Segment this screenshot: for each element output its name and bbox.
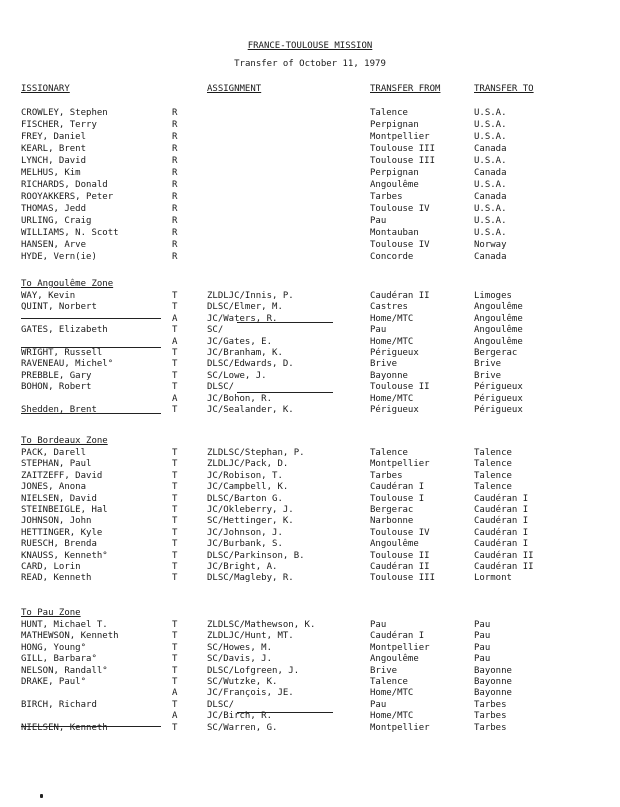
transfer-to-cell: Tarbes <box>474 711 507 722</box>
assignment-cell: JC/Bohon, R. <box>207 393 273 404</box>
transfer-from-cell: Pau <box>370 620 387 630</box>
transfer-from-cell: Toulouse IV <box>370 204 430 214</box>
transfer-code: T <box>172 302 178 313</box>
transfer-code: T <box>172 665 178 676</box>
missionary-name: QUINT, Norbert <box>21 302 97 313</box>
transfer-from-cell: Caudéran II <box>370 562 430 572</box>
assignment-cell: DLSC/ <box>207 382 235 393</box>
transfer-from-cell: Tarbes <box>370 192 403 202</box>
transfer-to-cell: Talence <box>474 482 512 493</box>
transfer-to-cell: Caudéran I <box>474 527 529 538</box>
transfer-row <box>0 394 620 406</box>
assignment-cell: DLSC/Parkinson, B. <box>207 550 305 561</box>
transfer-code: R <box>172 156 178 166</box>
transfer-from-cell: Brive <box>370 359 398 370</box>
missionary-name: WRIGHT, Russell <box>21 348 103 358</box>
transfer-code: T <box>172 359 178 370</box>
transfer-code: T <box>172 482 178 493</box>
transfer-code: T <box>172 573 178 584</box>
transfer-code: T <box>172 654 178 665</box>
assignment-cell: SC/Warren, G. <box>207 722 278 733</box>
transfer-row <box>0 700 620 712</box>
transfer-to-cell: Brive <box>474 359 502 370</box>
transfer-code: R <box>172 204 178 214</box>
assignment-cell: DLSC/Barton G. <box>207 493 283 504</box>
missionary-name: RAVENEAU, Michel° <box>21 359 114 370</box>
missionary-name: MATHEWSON, Kenneth <box>21 631 119 642</box>
transfer-row <box>0 620 620 632</box>
transfer-code: T <box>172 405 178 415</box>
transfer-to-cell: Caudéran II <box>474 550 534 561</box>
separator-line <box>21 726 161 727</box>
assignment-cell: DLSC/Magleby, R. <box>207 573 294 584</box>
missionary-name: ROOYAKKERS, Peter <box>21 192 114 202</box>
missionary-name: JONES, Anona <box>21 482 87 493</box>
transfer-row <box>0 528 620 540</box>
assignment-cell: JC/Robison, T. <box>207 470 283 481</box>
transfer-code: R <box>172 192 178 202</box>
zone-heading: To Angoulême Zone <box>21 279 114 289</box>
missionary-name: HYDE, Vern(ie) <box>21 252 97 262</box>
assignment-cell: JC/Johnson, J. <box>207 527 283 538</box>
transfer-row <box>0 371 620 383</box>
transfer-to-cell: U.S.A. <box>474 180 507 190</box>
transfer-to-cell: Talence <box>474 459 512 470</box>
assignment-cell: ZLDLSC/Mathewson, K. <box>207 620 316 630</box>
transfer-to-cell: Pau <box>474 642 491 653</box>
missionary-name: THOMAS, Jedd <box>21 204 87 214</box>
transfer-row <box>0 302 620 314</box>
transfer-from-cell: Pau <box>370 699 387 710</box>
missionary-name: URLING, Craig <box>21 216 92 226</box>
transfer-row <box>0 291 620 303</box>
transfer-to-cell: Caudéran I <box>474 493 529 504</box>
assignment-cell: DLSC/Lofgreen, J. <box>207 665 300 676</box>
transfer-to-cell: Canada <box>474 144 507 154</box>
assignment-cell: ZLDLJC/Pack, D. <box>207 459 289 470</box>
transfer-row <box>0 723 620 735</box>
assignment-cell: ZLDLJC/Innis, P. <box>207 291 294 301</box>
transfer-to-cell: Périgueux <box>474 405 523 415</box>
missionary-name: PACK, Darell <box>21 448 87 458</box>
transfer-from-cell: Caudéran I <box>370 631 425 642</box>
missionary-name: GILL, Barbara° <box>21 654 97 665</box>
transfer-from-cell: Caudéran I <box>370 482 425 493</box>
column-header-assignment: ASSIGNMENT <box>207 84 262 94</box>
missionary-name: KNAUSS, Kenneth° <box>21 550 108 561</box>
assignment-cell: JC/Bright, A. <box>207 562 278 572</box>
transfer-code: A <box>172 393 178 404</box>
document-title: FRANCE-TOULOUSE MISSION <box>247 41 373 51</box>
release-row <box>0 144 620 156</box>
transfer-to-cell: Bergerac <box>474 348 518 358</box>
assignment-cell: JC/Branham, K. <box>207 348 283 358</box>
transfer-to-cell: Caudéran I <box>474 539 529 550</box>
release-row <box>0 156 620 168</box>
transfer-row <box>0 654 620 666</box>
transfer-from-cell: Brive <box>370 665 398 676</box>
missionary-name: BOHON, Robert <box>21 382 92 393</box>
assignment-cell: ZLDLJC/Hunt, MT. <box>207 631 294 642</box>
assignment-cell: JC/Gates, E. <box>207 336 273 347</box>
transfer-to-cell: Angoulême <box>474 302 523 313</box>
transfer-code: R <box>172 180 178 190</box>
transfer-code: T <box>172 348 178 358</box>
transfer-to-cell: U.S.A. <box>474 132 507 142</box>
missionary-name: STEINBEIGLE, Hal <box>21 505 108 515</box>
separator-line <box>21 347 161 348</box>
missionary-name: HANSEN, Arve <box>21 240 87 250</box>
missionary-name: NIELSEN, David <box>21 493 97 504</box>
assignment-cell: SC/Lowe, J. <box>207 370 267 381</box>
transfer-to-cell: Talence <box>474 470 512 481</box>
transfer-from-cell: Bergerac <box>370 505 414 515</box>
transfer-to-cell: Caudéran I <box>474 516 529 527</box>
transfer-from-cell: Bayonne <box>370 370 408 381</box>
transfer-code: R <box>172 228 178 238</box>
assignment-cell: SC/Hettinger, K. <box>207 516 294 527</box>
transfer-code: A <box>172 336 178 347</box>
transfer-to-cell: Bayonne <box>474 665 512 676</box>
transfer-from-cell: Montpellier <box>370 722 430 733</box>
transfer-row <box>0 643 620 655</box>
transfer-row <box>0 494 620 506</box>
transfer-from-cell: Toulouse III <box>370 144 436 154</box>
transfer-code: R <box>172 252 178 262</box>
release-row <box>0 240 620 252</box>
missionary-name: RICHARDS, Donald <box>21 180 108 190</box>
transfer-code: T <box>172 642 178 653</box>
transfer-row <box>0 359 620 371</box>
transfer-to-cell: U.S.A. <box>474 228 507 238</box>
transfer-from-cell: Talence <box>370 677 408 687</box>
separator-line <box>21 318 161 319</box>
transfer-code: R <box>172 216 178 226</box>
transfer-from-cell: Tarbes <box>370 470 403 481</box>
transfer-to-cell: U.S.A. <box>474 156 507 166</box>
missionary-name: ZAITZEFF, David <box>21 470 103 481</box>
missionary-name: KEARL, Brent <box>21 144 87 154</box>
missionary-name: CARD, Lorin <box>21 562 81 572</box>
release-row <box>0 228 620 240</box>
transfer-code: R <box>172 108 178 118</box>
assignment-cell: DLSC/Edwards, D. <box>207 359 294 370</box>
transfer-code: T <box>172 527 178 538</box>
transfer-to-cell: Périgueux <box>474 393 523 404</box>
missionary-name: MELHUS, Kim <box>21 168 81 178</box>
assignment-cell: DLSC/ <box>207 699 235 710</box>
missionary-name: Shedden, Brent <box>21 405 97 415</box>
transfer-row <box>0 539 620 551</box>
document-subtitle: Transfer of October 11, 1979 <box>234 59 386 69</box>
transfer-code: T <box>172 493 178 504</box>
transfer-to-cell: Pau <box>474 631 491 642</box>
transfer-to-cell: Angoulême <box>474 313 523 324</box>
missionary-name: STEPHAN, Paul <box>21 459 92 470</box>
missionary-name: READ, Kenneth <box>21 573 92 584</box>
transfer-to-cell: Bayonne <box>474 677 512 687</box>
fill-in-line <box>237 392 333 393</box>
transfer-to-cell: Pau <box>474 654 491 665</box>
transfer-from-cell: Narbonne <box>370 516 414 527</box>
assignment-cell: ZLDLSC/Stephan, P. <box>207 448 305 458</box>
assignment-cell: JC/François, JE. <box>207 688 294 699</box>
zone-heading: To Bordeaux Zone <box>21 436 108 446</box>
transfer-to-cell: Périgueux <box>474 382 523 393</box>
transfer-from-cell: Talence <box>370 108 408 118</box>
transfer-from-cell: Toulouse IV <box>370 527 430 538</box>
transfer-code: T <box>172 470 178 481</box>
missionary-name: BIRCH, Richard <box>21 699 97 710</box>
transfer-from-cell: Toulouse III <box>370 573 436 584</box>
transfer-from-cell: Montpellier <box>370 642 430 653</box>
transfer-to-cell: Bayonne <box>474 688 512 699</box>
assignment-cell: SC/Howes, M. <box>207 642 273 653</box>
transfer-code: T <box>172 291 178 301</box>
transfer-row <box>0 666 620 678</box>
assignment-cell: SC/Davis, J. <box>207 654 273 665</box>
assignment-cell: JC/Campbell, K. <box>207 482 289 493</box>
transfer-code: T <box>172 325 178 336</box>
transfer-row <box>0 677 620 689</box>
transfer-to-cell: Angoulême <box>474 325 523 336</box>
release-row <box>0 192 620 204</box>
transfer-from-cell: Toulouse III <box>370 156 436 166</box>
assignment-cell: SC/Wutzke, K. <box>207 677 278 687</box>
release-row <box>0 252 620 264</box>
missionary-name: FREY, Daniel <box>21 132 87 142</box>
transfer-row <box>0 448 620 460</box>
transfer-row <box>0 471 620 483</box>
transfer-to-cell: U.S.A. <box>474 120 507 130</box>
transfer-row <box>0 516 620 528</box>
transfer-from-cell: Pau <box>370 325 387 336</box>
transfer-to-cell: Brive <box>474 370 502 381</box>
transfer-from-cell: Montauban <box>370 228 419 238</box>
zone-heading: To Pau Zone <box>21 608 81 618</box>
release-row <box>0 132 620 144</box>
transfer-code: A <box>172 313 178 324</box>
release-row <box>0 120 620 132</box>
assignment-cell: DLSC/Elmer, M. <box>207 302 283 313</box>
column-header-missionary: ISSIONARY <box>21 84 70 94</box>
transfer-from-cell: Concorde <box>370 252 414 262</box>
transfer-code: T <box>172 459 178 470</box>
transfer-code: T <box>172 631 178 642</box>
fill-in-line <box>237 712 333 713</box>
transfer-row <box>0 482 620 494</box>
transfer-to-cell: Canada <box>474 192 507 202</box>
ink-mark <box>40 794 43 798</box>
missionary-name: HONG, Young° <box>21 642 87 653</box>
missionary-name: RUESCH, Brenda <box>21 539 97 550</box>
transfer-row <box>0 551 620 563</box>
transfer-to-cell: Tarbes <box>474 699 507 710</box>
transfer-code: T <box>172 382 178 393</box>
transfer-row <box>0 562 620 574</box>
missionary-name: DRAKE, Paul° <box>21 677 87 687</box>
transfer-from-cell: Caudéran II <box>370 291 430 301</box>
transfer-from-cell: Toulouse II <box>370 382 430 393</box>
transfer-code: R <box>172 240 178 250</box>
missionary-name: NELSON, Randall° <box>21 665 108 676</box>
transfer-code: T <box>172 699 178 710</box>
transfer-from-cell: Montpellier <box>370 459 430 470</box>
transfer-to-cell: Angoulême <box>474 336 523 347</box>
missionary-name: HETTINGER, Kyle <box>21 527 103 538</box>
transfer-code: T <box>172 516 178 527</box>
transfer-code: T <box>172 722 178 733</box>
release-row <box>0 216 620 228</box>
column-header-transfer-to: TRANSFER TO <box>474 84 534 94</box>
transfer-to-cell: Limoges <box>474 291 512 301</box>
transfer-to-cell: Norway <box>474 240 507 250</box>
transfer-from-cell: Angoulême <box>370 654 419 665</box>
missionary-name: GATES, Elizabeth <box>21 325 108 336</box>
transfer-from-cell: Talence <box>370 448 408 458</box>
transfer-code: T <box>172 539 178 550</box>
column-header-transfer-from: TRANSFER FROM <box>370 84 441 94</box>
transfer-to-cell: Canada <box>474 168 507 178</box>
transfer-from-cell: Périgueux <box>370 405 419 415</box>
missionary-name: CROWLEY, Stephen <box>21 108 108 118</box>
transfer-row <box>0 459 620 471</box>
transfer-code: T <box>172 620 178 630</box>
transfer-from-cell: Toulouse I <box>370 493 425 504</box>
transfer-to-cell: U.S.A. <box>474 108 507 118</box>
transfer-to-cell: Canada <box>474 252 507 262</box>
missionary-name: PREBBLE, Gary <box>21 370 92 381</box>
transfer-code: T <box>172 562 178 572</box>
assignment-cell: JC/Sealander, K. <box>207 405 294 415</box>
transfer-from-cell: Castres <box>370 302 408 313</box>
transfer-code: T <box>172 505 178 515</box>
missionary-name: WILLIAMS, N. Scott <box>21 228 119 238</box>
transfer-from-cell: Home/MTC <box>370 393 414 404</box>
transfer-to-cell: Lormont <box>474 573 512 584</box>
transfer-code: A <box>172 711 178 722</box>
transfer-to-cell: U.S.A. <box>474 204 507 214</box>
assignment-cell: JC/Birch, R. <box>207 711 273 722</box>
transfer-to-cell: Tarbes <box>474 722 507 733</box>
transfer-code: T <box>172 677 178 687</box>
transfer-from-cell: Angoulême <box>370 180 419 190</box>
transfer-code: R <box>172 132 178 142</box>
transfer-from-cell: Périgueux <box>370 348 419 358</box>
assignment-cell: SC/ <box>207 325 224 336</box>
assignment-cell: JC/Okleberry, J. <box>207 505 294 515</box>
missionary-name: NIELSEN, Kenneth <box>21 722 108 733</box>
fill-in-line <box>237 322 333 323</box>
transfer-row <box>0 405 620 417</box>
release-row <box>0 204 620 216</box>
separator-line <box>21 413 161 414</box>
missionary-name: WAY, Kevin <box>21 291 76 301</box>
transfer-from-cell: Angoulême <box>370 539 419 550</box>
transfer-from-cell: Toulouse II <box>370 550 430 561</box>
release-row <box>0 180 620 192</box>
transfer-code: T <box>172 550 178 561</box>
transfer-from-cell: Perpignan <box>370 168 419 178</box>
transfer-row <box>0 325 620 337</box>
transfer-code: R <box>172 168 178 178</box>
transfer-from-cell: Pau <box>370 216 387 226</box>
transfer-row <box>0 348 620 360</box>
missionary-name: LYNCH, David <box>21 156 87 166</box>
release-row <box>0 168 620 180</box>
transfer-code: T <box>172 448 178 458</box>
transfer-from-cell: Home/MTC <box>370 711 414 722</box>
missionary-name: FISCHER, Terry <box>21 120 97 130</box>
transfer-to-cell: Caudéran I <box>474 505 529 515</box>
transfer-code: R <box>172 120 178 130</box>
transfer-code: R <box>172 144 178 154</box>
transfer-to-cell: Caudéran II <box>474 562 534 572</box>
transfer-row <box>0 314 620 326</box>
transfer-from-cell: Perpignan <box>370 120 419 130</box>
assignment-cell: JC/Waters, R. <box>207 313 278 324</box>
transfer-code: T <box>172 370 178 381</box>
transfer-from-cell: Home/MTC <box>370 313 414 324</box>
transfer-to-cell: Pau <box>474 620 491 630</box>
transfer-from-cell: Home/MTC <box>370 688 414 699</box>
transfer-from-cell: Montpellier <box>370 132 430 142</box>
missionary-name: HUNT, Michael T. <box>21 620 108 630</box>
release-row <box>0 108 620 120</box>
assignment-cell: JC/Burbank, S. <box>207 539 283 550</box>
transfer-row <box>0 573 620 585</box>
transfer-to-cell: U.S.A. <box>474 216 507 226</box>
transfer-from-cell: Home/MTC <box>370 336 414 347</box>
transfer-row <box>0 631 620 643</box>
transfer-row <box>0 688 620 700</box>
transfer-code: A <box>172 688 178 699</box>
transfer-to-cell: Talence <box>474 448 512 458</box>
transfer-from-cell: Toulouse IV <box>370 240 430 250</box>
missionary-name: JOHNSON, John <box>21 516 92 527</box>
